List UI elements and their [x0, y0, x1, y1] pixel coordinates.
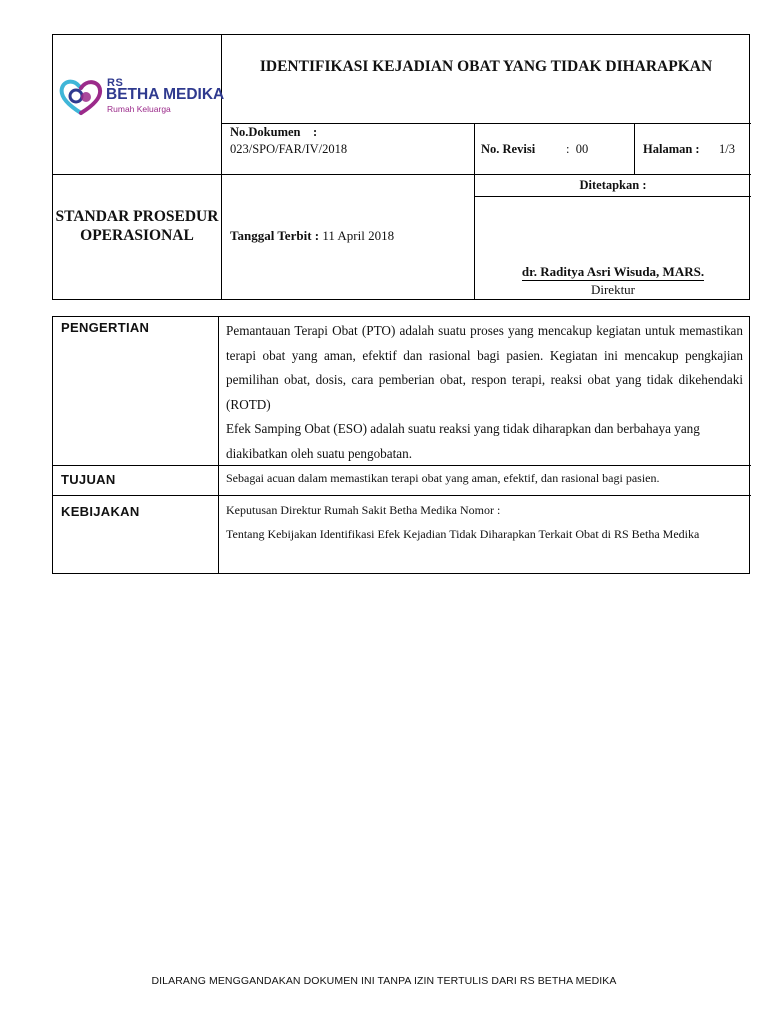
kebijakan-line-2: Tentang Kebijakan Identifikasi Efek Kejadian Tidak Diharapkan Terkait Obat di RS Betha Medika	[226, 527, 700, 541]
signer-name	[477, 264, 749, 280]
signer-name-text: dr. Raditya Asri Wisuda, MARS.	[521, 264, 705, 279]
document-title: IDENTIFIKASI KEJADIAN OBAT YANG TIDAK DIHARAPKAN	[259, 58, 713, 75]
content-table	[52, 316, 750, 574]
divider	[474, 123, 475, 299]
page-label: Halaman :	[643, 142, 700, 156]
divider	[53, 495, 751, 496]
divider	[634, 123, 635, 174]
divider	[221, 123, 751, 124]
signer-title: Direktur	[590, 282, 636, 297]
divider	[221, 35, 222, 299]
divider	[53, 174, 751, 175]
doc-number-value: 023/SPO/FAR/IV/2018	[230, 142, 348, 156]
kebijakan-line-1: Keputusan Direktur Rumah Sakit Betha Medika Nomor :	[226, 503, 501, 517]
pengertian-paragraph-1: Pemantauan Terapi Obat (PTO) adalah suatu proses yang mencakup kegiatan untuk memastikan terapi obat yang aman, efektif dan rasional bagi pasien. Kegiatan ini mencakup pengkajian pemilihan obat, dosis, cara pemberian obat, respon terapi, reaksi obat yang tidak dikehendaki (ROTD)	[226, 323, 743, 412]
divider	[218, 317, 219, 573]
document-header	[52, 34, 750, 300]
logo-tagline: Rumah Keluarga	[107, 104, 171, 114]
issue-date-label: Tanggal Terbit :	[230, 228, 320, 243]
footer-notice: DILARANG MENGGANDAKAN DOKUMEN INI TANPA IZIN TERTULIS DARI RS BETHA MEDIKA	[151, 975, 617, 987]
approved-label: Ditetapkan :	[579, 178, 647, 192]
section-label-kebijakan: KEBIJAKAN	[61, 504, 140, 519]
section-label-pengertian: PENGERTIAN	[61, 320, 150, 335]
issue-date	[230, 228, 394, 244]
pengertian-paragraph-2: Efek Samping Obat (ESO) adalah suatu reaksi yang tidak diharapkan dan berbahaya yang diakibatkan oleh suatu pengobatan.	[226, 421, 700, 461]
doc-number-label: No.Dokumen :	[230, 125, 318, 139]
tujuan-text: Sebagai acuan dalam memastikan terapi obat yang aman, efektif, dan rasional bagi pasien.	[226, 471, 660, 485]
issue-date-value: 11 April 2018	[322, 228, 395, 243]
page-number: 1/3	[719, 142, 735, 156]
revision-value: : 00	[566, 142, 589, 156]
divider	[474, 196, 751, 197]
revision-label: No. Revisi	[481, 142, 536, 156]
hospital-logo	[59, 77, 225, 123]
logo-hospital-name: BETHA MEDIKA	[106, 86, 225, 103]
doc-type-heading: STANDAR PROSEDUR OPERASIONAL	[55, 208, 219, 244]
section-label-tujuan: TUJUAN	[61, 472, 116, 487]
logo-cell	[53, 35, 225, 173]
heart-logo-icon	[59, 77, 103, 117]
logo-rs-text: RS	[107, 77, 124, 89]
